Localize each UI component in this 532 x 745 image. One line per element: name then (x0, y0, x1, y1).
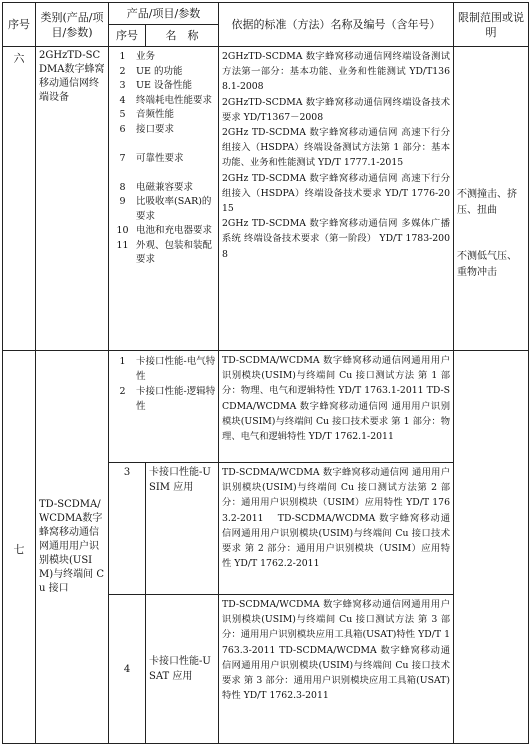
list-item: 1 卡接口性能-电气特性 (119, 356, 216, 382)
header-sub-serial: 序号 (109, 25, 146, 47)
row-7-serial: 七 (3, 351, 36, 744)
row-7-limits (454, 351, 529, 744)
row-7-group-1-items (109, 351, 219, 463)
list-item: 9 比吸收率(SAR)的要求 (119, 196, 212, 222)
header-serial: 序号 (3, 3, 36, 47)
row-7-group-2-name: 卡接口性能-USIM 应用 (146, 463, 219, 595)
row-7-group-1-standard: TD-SCDMA/WCDMA 数字蜂窝移动通信网通用用户识别模块(USIM)与终端间 Cu 接口测试方法 第 1 部分：物理、电气和逻辑特性 YD/T 1763.1-2011 TD-SCDMA/WCDMA 数字蜂窝移动通信网 通用用户识别模块(USIM)与终端间 Cu 接口技术要求 第 1 部分：物理、电气和逻辑特性 YD/T 1762.1-2011 (219, 351, 454, 463)
row-6-items (109, 47, 219, 351)
standard-entry: 2GHzTD-SCDMA 数字蜂窝移动通信网终端设备测试方法第一部分：基本功能、业务和性能测试 YD/T1368.1-2008 (222, 51, 451, 93)
list-item: 3 UE 设备性能 (119, 80, 192, 91)
row-7-group-2-serial: 3 (109, 463, 146, 595)
header-standard: 依据的标准（方法）名称及编号（含年号） (219, 3, 454, 47)
row-7-group-3-serial: 4 (109, 595, 146, 744)
list-item: 8 电磁兼容要求 (119, 181, 194, 193)
limit-note: 不测低气压、重物冲击 (457, 251, 518, 278)
row-6-limits (454, 47, 529, 351)
list-item: 6 接口要求 (119, 123, 175, 135)
limit-note: 不测撞击、挤压、扭曲 (457, 189, 518, 216)
list-item: 1 业务 (119, 51, 156, 62)
header-category: 类别(产品/项目/参数) (36, 3, 109, 47)
list-item: 7 可靠性要求 (119, 153, 184, 164)
list-item: 11 外观、包装和装配要求 (116, 239, 213, 265)
standard-entry: 2GHz TD-SCDMA 数字蜂窝移动通信网 高速下行分组接入（HSDPA）终端设备技术要求 YD/T 1776-2015 (222, 172, 451, 215)
header-group: 产品/项目/参数 (109, 3, 219, 25)
row-6-serial: 六 (3, 47, 36, 351)
row-6-standards (219, 47, 454, 351)
header-limit: 限制范围或说明 (454, 3, 529, 47)
row-6-category: 2GHzTD-SCDMA数字蜂窝移动通信网终端设备 (36, 47, 109, 351)
list-item: 4 终端耗电性能要求 (119, 94, 213, 106)
row-7-group-3-name: 卡接口性能-USAT 应用 (146, 595, 219, 744)
standard-entry: 2GHzTD-SCDMA 数字蜂窝移动通信网终端设备技术要求 YD/T1367－2008 (222, 96, 451, 123)
standard-entry: 2GHz TD-SCDMA 数字蜂窝移动通信网 高速下行分组接入（HSDPA）终端设备测试方法第 1 部分：基本功能、业务和性能测试 YD/T 1777.1-2015 (222, 127, 451, 169)
list-item: 2 UE 的功能 (119, 65, 183, 77)
list-item: 10 电池和充电器要求 (116, 225, 213, 236)
standards-table (2, 2, 529, 744)
list-item: 5 音频性能 (119, 109, 175, 120)
standard-entry: 2GHz TD-SCDMA 数字蜂窝移动通信网 多媒体广播系统 终端设备技术要求（第一阶段） YD/T 1783-2008 (222, 218, 451, 260)
row-7-group-3-standard: TD-SCDMA/WCDMA 数字蜂窝移动通信网通用用户识别模块(USIM)与终端间 Cu 接口测试方法 第 3 部分：通用用户识别模块应用工具箱(USAT)特性 YD/T 1763.3-2011 TD-SCDMA/WCDMA 数字蜂窝移动通信网通用用户识别模块(USIM)与终端间 Cu 接口技术要求 第 3 部分：通用用户识别模块应用工具箱(USAT)特性 YD/T 1762.3-2011 (219, 595, 454, 744)
row-7-group-2-standard: TD-SCDMA/WCDMA 数字蜂窝移动通信网 通用用户识别模块(USIM)与终端间 Cu 接口测试方法第 2 部分：通用用户识别模块（USIM）应用特性 YD/T 1763.2-2011 TD-SCDMA/WCDMA 数字蜂窝移动通信网通用用户识别模块(USIM)与终端间 Cu 接口技术要求 第 2 部分：通用用户识别模块（USIM）应用特性 YD/T 1762.2-2011 (219, 463, 454, 595)
header-sub-name: 名 称 (146, 25, 219, 47)
list-item: 2 卡接口性能-逻辑特性 (119, 386, 216, 412)
row-7-category: TD-SCDMA/WCDMA数字蜂窝移动通信网通用用户识别模块(USIM)与终端间 Cu 接口 (36, 351, 109, 744)
